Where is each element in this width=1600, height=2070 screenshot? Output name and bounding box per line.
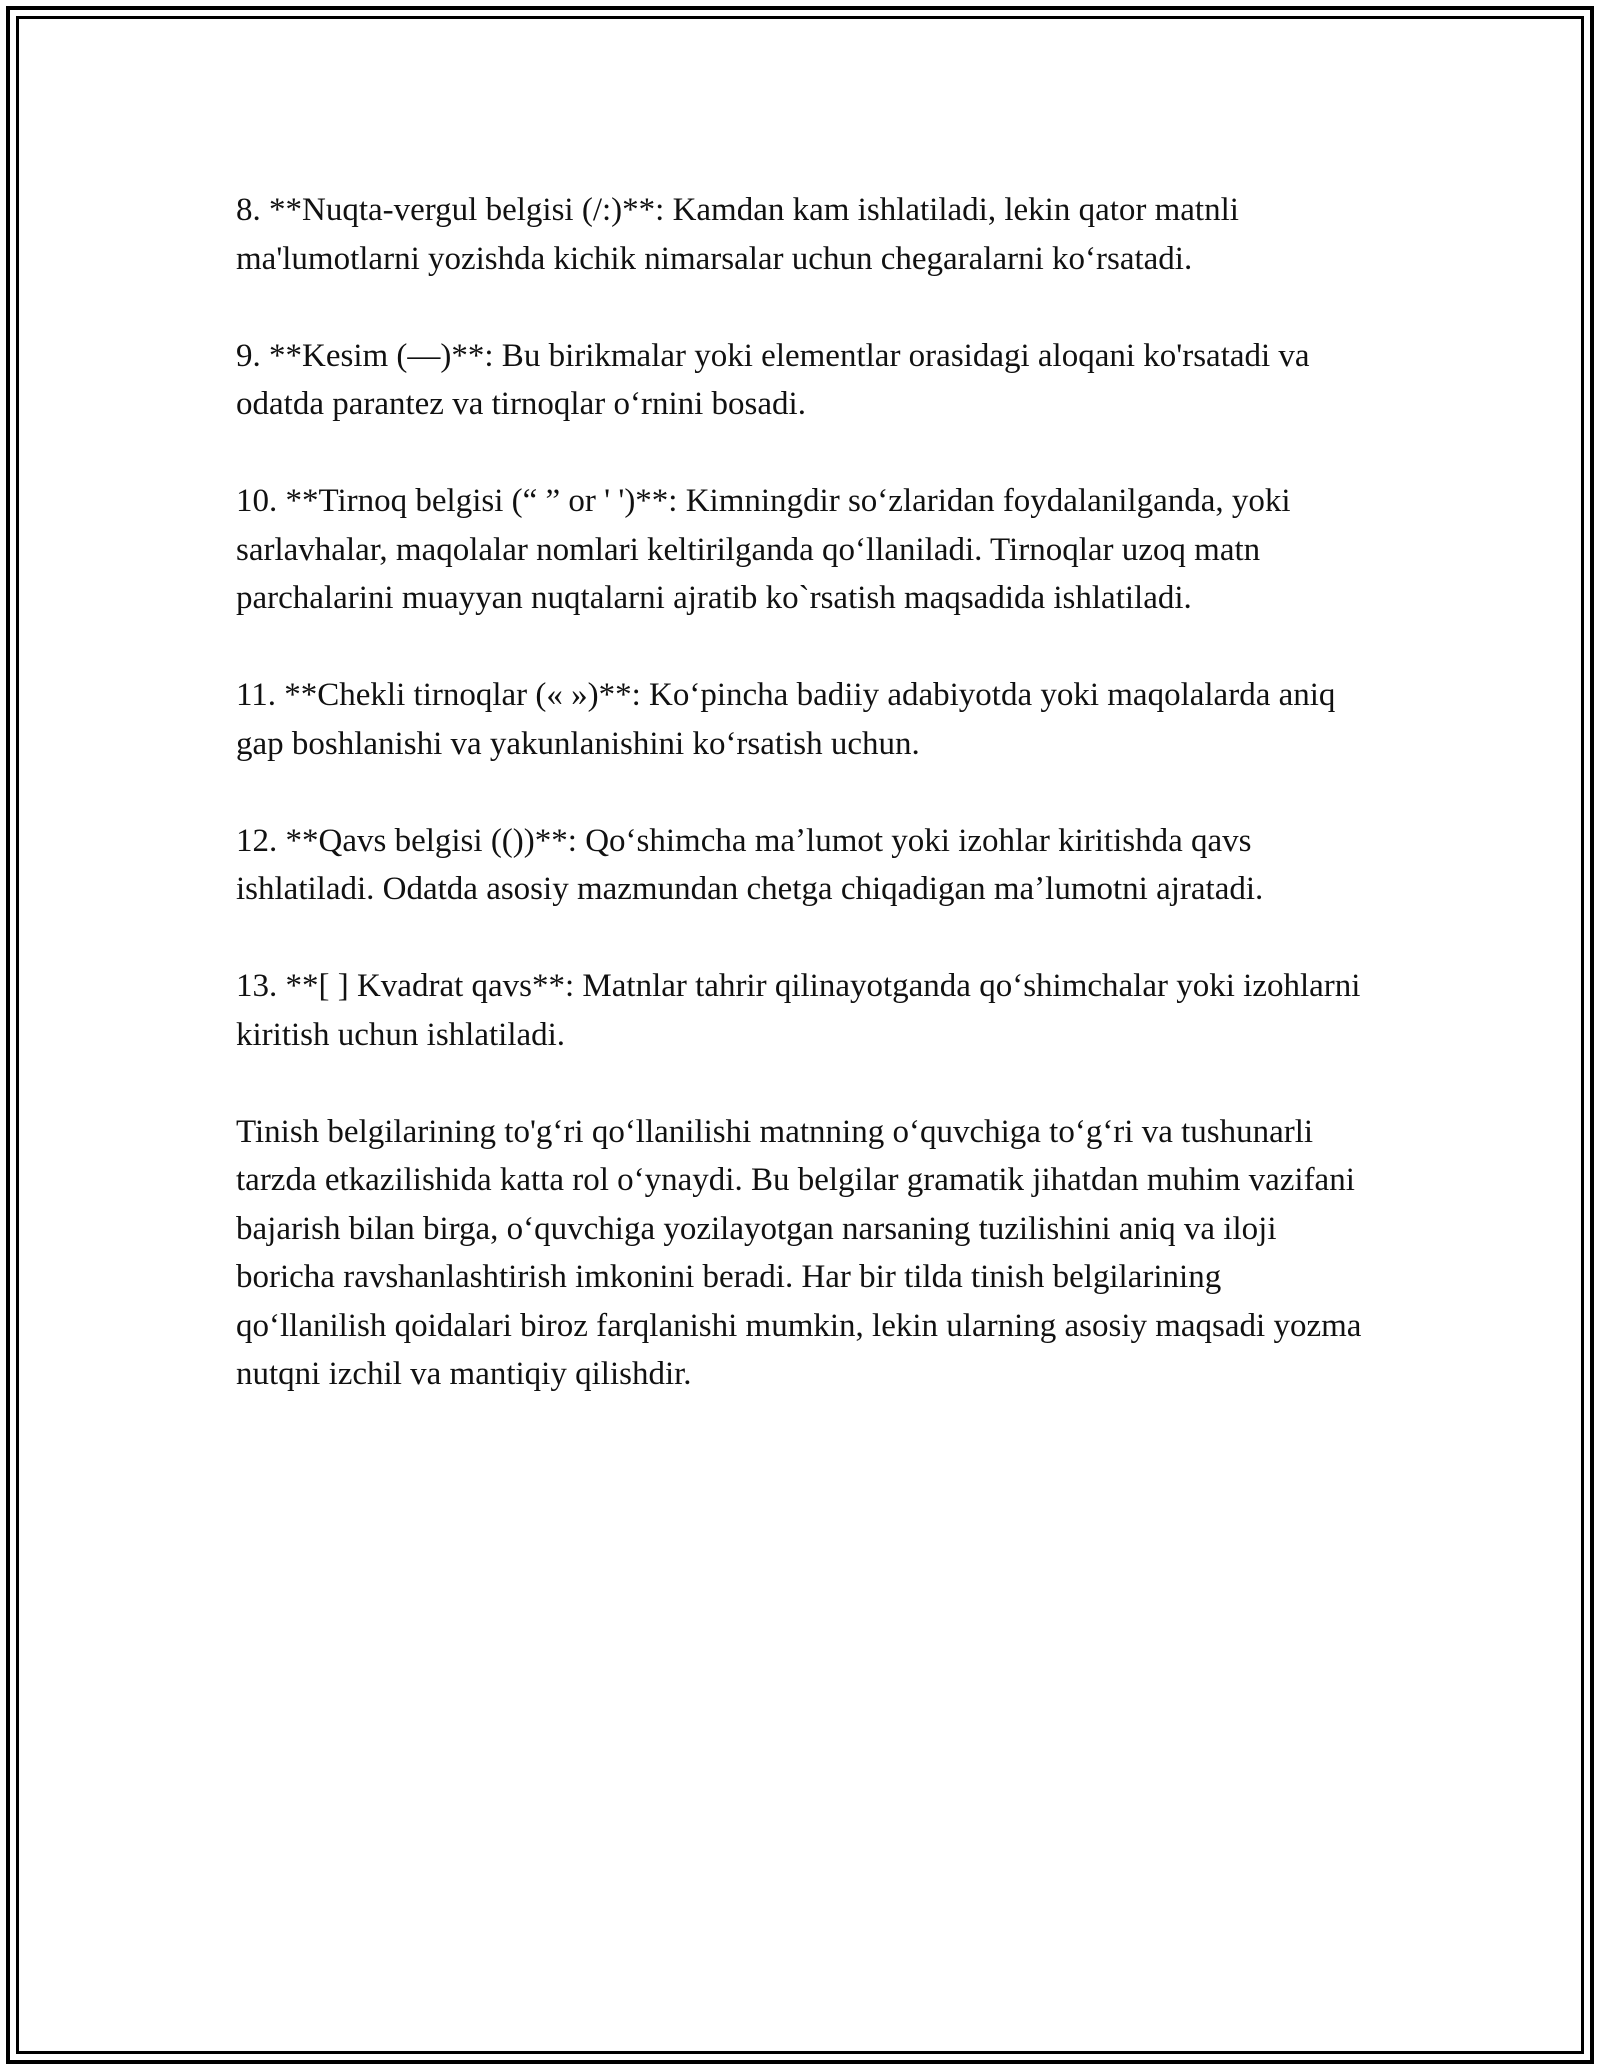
paragraph-item-11-guillemets: 11. **Chekli tirnoqlar (« »)**: Koʻpincha badiiy adabiyotda yoki maqolalarda aniq gap boshlanishi va yakunlanishini koʻrsatish uchun. bbox=[236, 677, 1336, 762]
document-body bbox=[236, 186, 1366, 1447]
paragraph-item-13-square-brackets: 13. **[ ] Kvadrat qavs**: Matnlar tahrir qilinayotganda qoʻshimchalar yoki izohlarni kiritish uchun ishlatiladi. bbox=[236, 968, 1361, 1053]
paragraph-conclusion: Tinish belgilarining to'gʻri qoʻllanilishi matnning oʻquvchiga toʻgʻri va tushunarli tarzda etkazilishida katta rol oʻynaydi. Bu belgilar gramatik jihatdan muhim vazifani bajarish bilan birga, oʻquvchiga yozilayotgan narsaning tuzilishini aniq va iloji boricha ravshanlashtirish imkonini beradi. Har bir tilda tinish belgilarining qoʻllanilish qoidalari biroz farqlanishi mumkin, lekin ularning asosiy maqsadi yozma nutqni izchil va mantiqiy qilishdir. bbox=[236, 1113, 1362, 1392]
paragraph-item-12-parentheses: 12. **Qavs belgisi (())**: Qoʻshimcha maʼlumot yoki izohlar kiritishda qavs ishlatiladi. Odatda asosiy mazmundan chetga chiqadigan maʼlumotni ajratadi. bbox=[236, 822, 1264, 907]
paragraph-item-9-dash: 9. **Kesim (—)**: Bu birikmalar yoki elementlar orasidagi aloqani ko'rsatadi va odatda parantez va tirnoqlar oʻrnini bosadi. bbox=[236, 337, 1310, 422]
paragraph-item-8-semicolon: 8. **Nuqta-vergul belgisi (/:)**: Kamdan kam ishlatiladi, lekin qator matnli ma'lumotlarni yozishda kichik nimarsalar uchun chegaralarni koʻrsatadi. bbox=[236, 192, 1239, 277]
paragraph-item-10-quotes: 10. **Tirnoq belgisi (“ ” or ' ')**: Kimningdir soʻzlaridan foydalanilganda, yoki sarlavhalar, maqolalar nomlari keltirilganda qoʻllaniladi. Tirnoqlar uzoq matn parchalarini muayyan nuqtalarni ajratib ko`rsatish maqsadida ishlatiladi. bbox=[236, 483, 1291, 616]
